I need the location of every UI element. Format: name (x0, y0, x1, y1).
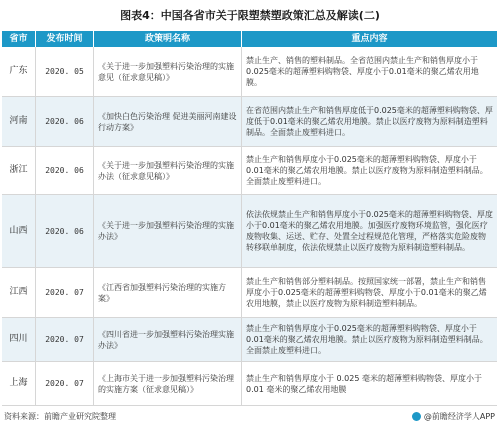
cell-date: 2020. 07 (36, 318, 94, 361)
cell-province: 四川 (2, 318, 36, 361)
cell-policy: 《加快白色污染治理 促进美丽河南建设行动方案》 (94, 97, 242, 146)
cell-province: 河南 (2, 97, 36, 146)
cell-content: 禁止生产和销售部分塑料制品。按照国家统一部署，禁止生产和销售厚度小于0.025毫米的超薄塑料购物袋、厚度小于0.01毫米的聚乙烯农用地膜，禁止以医疗废物为原料制造塑料制品。 (246, 277, 487, 308)
cell-policy: 《上海市关于进一步加强塑料污染治理的实施方案（征求意见稿）》 (94, 362, 242, 405)
cell-content: 禁止生产和销售厚度小于0.025毫米的超薄塑料购物袋、厚度小于0.01毫米的聚乙烯农用地膜。禁止以医疗废物为原料制造塑料制品。全面禁止废塑料进口。 (246, 324, 488, 355)
cell-province: 山西 (2, 195, 36, 267)
cell-policy: 《关于进一步加强塑料污染治理的实施办法》 (94, 195, 242, 267)
cell-content: 禁止生产、销售的塑料制品。全省范围内禁止生产和销售厚度小于0.025毫米的超薄塑料购物袋、厚度小于0.01毫米的聚乙烯农用地膜。 (246, 56, 479, 87)
header-date: 发布时间 (36, 31, 94, 47)
cell-policy: 《四川省进一步加强塑料污染治理实施办法》 (94, 318, 242, 361)
cell-province: 广东 (2, 47, 36, 96)
header-policy: 政策明名称 (94, 31, 242, 47)
cell-policy: 《江西省加强塑料污染治理的实施方案》 (94, 268, 242, 317)
cell-province: 江西 (2, 268, 36, 317)
policy-table (2, 30, 497, 406)
cell-date: 2020. 07 (36, 268, 94, 317)
cell-policy: 《关于进一步加强塑料污染治理的实施办法（征求意见稿）》 (94, 147, 242, 194)
brand-credit (412, 409, 495, 424)
cell-content: 禁止生产和销售厚度小于0.025毫米的超薄塑料购物袋、厚度小于0.01毫米的聚乙烯农用地膜。禁止以医疗废物为原料制造塑料制品。全面禁止废塑料进口。 (246, 155, 488, 186)
cell-content: 在省范围内禁止生产和销售厚度低于0.025毫米的超薄塑料购物袋、厚度低于0.01毫米的聚乙烯农用地膜。禁止以医疗废物为原料制造塑料制品。全面禁止废塑料进口。 (246, 106, 493, 137)
table-row (2, 195, 497, 268)
header-content: 重点内容 (351, 34, 388, 44)
source-note: 资料来源：前瞻产业研究院整理 (4, 412, 116, 421)
cell-date: 2020. 06 (36, 147, 94, 194)
table-row (2, 318, 497, 362)
chart-title: 图表4：中国各省市关于限塑禁塑政策汇总及解读(二) (120, 9, 380, 22)
table-header (2, 31, 497, 47)
cell-province: 浙江 (2, 147, 36, 194)
cell-date: 2020. 06 (36, 195, 94, 267)
footer (4, 409, 495, 424)
table-row (2, 47, 497, 97)
cell-policy: 《关于进一步加强塑料污染治理的实施意见（征求意见稿）》 (94, 47, 242, 96)
cell-date: 2020. 05 (36, 47, 94, 96)
cell-date: 2020. 06 (36, 97, 94, 146)
table-row (2, 97, 497, 147)
cell-date: 2020. 07 (36, 362, 94, 405)
brand-label: @前瞻经济学人APP (423, 412, 495, 421)
cell-content: 依法依规禁止生产和销售厚度小于0.025毫米的超薄塑料购物袋、厚度小于0.01毫米的聚乙烯农用地膜。加强医疗废物环境监管，强化医疗废物收集、运送、贮存、处置全过程规范化管理，严格落实危险废物转移联单制度，依法依规禁止以医疗废物为原料制造塑料制品。 (246, 210, 493, 252)
table-row (2, 362, 497, 406)
header-province: 省市 (2, 31, 36, 47)
qianzhan-logo-icon (412, 412, 421, 421)
cell-province: 上海 (2, 362, 36, 405)
table-row (2, 147, 497, 195)
cell-content: 禁止生产和销售厚度小于 0.025 毫米的超薄塑料购物袋、厚度小于 0.01 毫米的聚乙烯农用地膜 (246, 373, 482, 394)
table-row (2, 268, 497, 318)
